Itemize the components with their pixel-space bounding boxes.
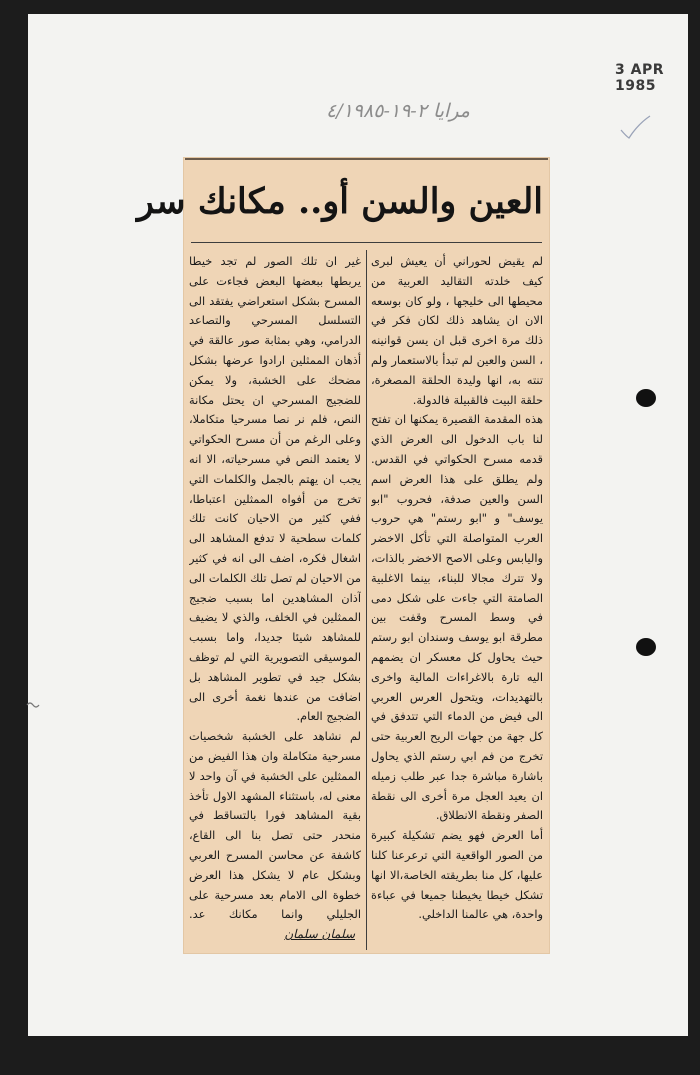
paragraph: هذه المقدمة القصيرة يمكنها ان تفتح لنا باب الدخول الى العرض الذي قدمه مسرح الحكواتي في القدس. ولم يطلق على هذا العرض اسم السن والعين صدفة، فحروب "ابو يوسف" و "ابو رستم" هي حروب العرب المتواصلة التي تأكل الاخضر واليابس وعلى الاصح الاخضر بالذات، ولا تترك مجالا للبناء، بينما الاغلبية الصامتة التي جاءت على شكل دمى في وسط المسرح وقفت بين مطرقة ابو يوسف وسندان ابو رستم حيث يحاول كل معسكر ان يضمهم اليه تارة بالاغراءات المالية واخرى بالتهديدات، ويتحول العرس العربي الى فيض من الدماء التي تتدفق في كل جهة من جهات الريح العربية حتى تخرج من فم ابي رستم الذي يحاول باشارة مباشرة جدا عبر طلب زميله ان يعيد العجل مرة أخرى الى نقطة الصفر ونقطة الانطلاق. — [371, 412, 543, 823]
paragraph: لم يقيض لحوراني أن يعيش لبرى كيف خلدته التقاليد العربية من محيطها الى خليجها ، ولو كان بوسعه الان ان يشاهد ذلك لكان فكر في ذلك مرة اخرى قبل ان يسن قوانينه ، السن والعين لم تبدأ بالاستعمار ولم تنته به، انها وليدة الحلقة المصغرة، حلقة البيت فالقبيلة فالدولة. — [371, 254, 543, 407]
punch-hole-bottom — [636, 638, 656, 656]
punch-hole-top — [636, 389, 656, 407]
handwritten-source-note: مرايا ٢-١٩-٤/١٩٨٥ — [326, 100, 470, 122]
paragraph — [189, 727, 361, 945]
received-date-stamp: 3 APR 1985 — [615, 62, 664, 94]
author-signature: سلمان سلمان — [284, 927, 355, 942]
article-column-left — [189, 252, 361, 950]
article-column-right — [371, 252, 543, 950]
headline-divider — [191, 242, 542, 243]
clipping-top-rule — [185, 158, 548, 160]
article-headline: العين والسن أو.. مكانك سر — [137, 181, 543, 222]
check-mark-icon — [618, 114, 652, 140]
paragraph: أما العرض فهو يضم تشكيلة كبيرة من الصور الواقعية التي ترعرعنا كلنا عليها، كل منا بطريقته الخاصة،الا انها تشكل خيطا يخيطنا جميعا في عباءة واحدة، هي عالمنا الداخلي. — [371, 828, 543, 922]
margin-mark-icon — [26, 700, 40, 710]
paragraph: غير ان تلك الصور لم تجد خيطا يربطها ببعضها البعض فجاءت على المسرح بشكل استعراضي يفتقد الى التسلسل المسرحي والتصاعد الدرامي، وهي بمثابة صور عالقة في أذهان الممثلين ارادوا عرضها بشكل مضحك على الخشبة، ولا يمكن للضجيج المسرحي ان يحتل مكانة النص، فلم نر نصا مسرحيا متكاملا، وعلى الرغم من أن مسرح الحكواتي لا يعتمد النص في مسرحياته، الا انه يجب ان يهتم بالجمل والكلمات التي تخرج من أفواه الممثلين اعتباطا، ففي كثير من الاحيان كانت تلك كلمات سطحية لا تدفع المشاهد الى اشغال فكره، اضف الى انه في كثير من الاحيان لم تصل تلك الكلمات الى آذان المشاهدين اما بسبب ضجيج الممثلين في الخلف، والذي لا يضيف للمشاهد شيئا جديدا، واما بسبب الموسيقى التصويرية التي لم توظف بشكل جيد في تطوير المشاهد بل اضافت من عندها نغمة أخرى الى الضجيج العام. — [189, 254, 361, 724]
paragraph-text: لم نشاهد على الخشبة شخصيات مسرحية متكاملة وان هذا الفيض من الممثلين على الخشبة في آن واحد لا معنى له، باستثناء المشهد الاول تأخذ بقية المشاهد فورا بالتساقط في منحدر حتى تصل بنا الى القاع، كاشفة عن محاسن المسرح العربي وبشكل عام لا يشكل هذا العرض خطوة الى الامام بعد مسرحية على الجليلي وانما مكانك عد. — [189, 729, 361, 922]
newspaper-clipping — [137, 157, 550, 954]
column-divider — [366, 250, 367, 950]
